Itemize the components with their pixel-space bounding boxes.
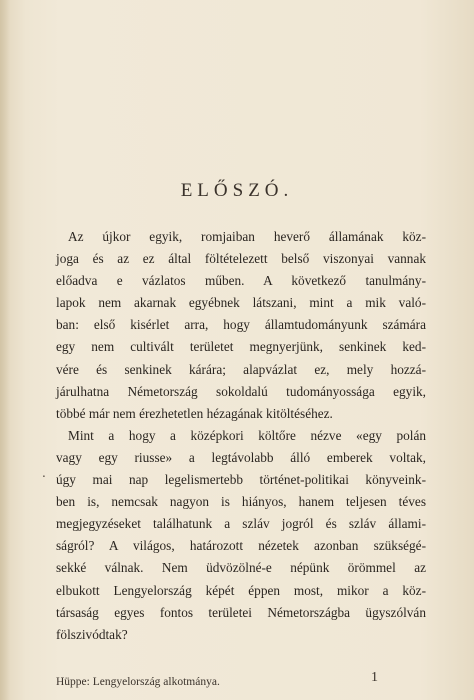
page-title: ELŐSZÓ. [180,180,294,201]
text-line: fölszivódtak? [56,626,128,642]
text-line: joga és az ez által föltételezett belső viszonyai vannak [56,251,426,267]
text-line: vére és senkinek kárára; alapvázlat ez, mely hozzá- [56,361,426,377]
text-line: előadva e vázlatos műben. A következő tanulmány- [56,273,426,289]
text-line: egy nem cultivált területet megnyerjünk, senkinek ked- [56,339,426,355]
stray-mark: . [42,466,46,480]
text-line: ban: első kisérlet arra, hogy államtudományunk számára [56,317,426,333]
text-line: vagy egy riusse» a legtávolabb álló emberek voltak, [56,449,426,465]
body-text [56,226,426,646]
text-line: ságról? A világos, határozott nézetek azonban szükségé- [56,538,426,554]
text-line: társaság egyes fontos területei Németországba ügyszólván [56,604,426,620]
text-line: többé már nem érezhetetlen hézagának kitöltéséhez. [56,405,333,421]
text-line: elbukott Lengyelország képét éppen most, mikor a köz- [56,582,426,598]
text-line: Az újkor egyik, romjaiban heverő államának köz- [68,229,426,244]
gutter-shadow [0,0,10,700]
text-line: úgy mai nap legelismertebb történet-politikai könyveink- [56,472,426,488]
text-line: ben is, nemcsak nagyon is hiányos, hanem teljesen téves [56,494,426,510]
text-line: Mint a hogy a középkori költőre nézve «egy polán [68,427,426,443]
footer-signature: Hüppe: Lengyelország alkotmánya. [56,676,220,688]
text-line: megjegyzéseket találhatunk a szláv jogról és szláv állami- [56,516,426,532]
text-line: járulhatna Németország sokoldalú tudományossága egyik, [56,383,426,399]
text-line: sekké válnak. Nem üdvözölné-e népünk örömmel az [56,560,426,576]
page-number: 1 [371,670,378,685]
page-footer [56,670,426,692]
text-line: lapok nem akarnak egyébnek látszani, mint a mik való- [56,295,426,311]
